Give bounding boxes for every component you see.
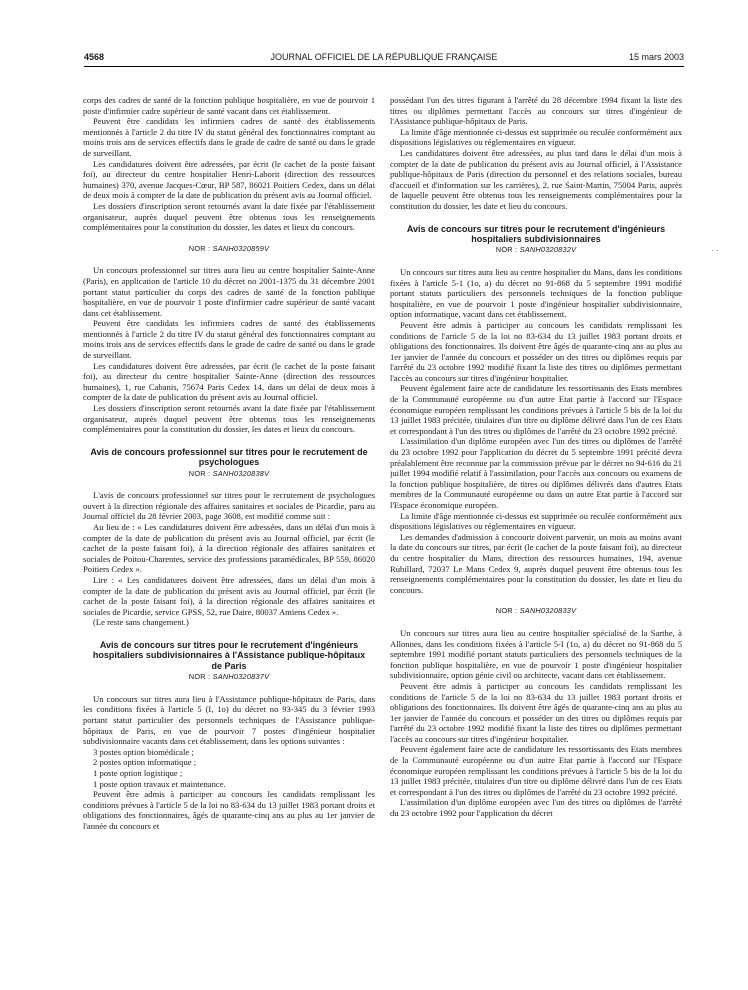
nor-label: NOR : xyxy=(188,243,211,253)
paragraph: L'avis de concours professionnel sur titres pour le recrutement de psychologues ouvert à la direction régionale des affaires sanitaires et sociales de Picardie, paru au Journal officiel du 28 février 2003, page 3608, est modifié comme suit : xyxy=(83,490,375,522)
section-heading: Avis de concours sur titres pour le recrutement d'ingénieurs hospitaliers subdivisionnaires xyxy=(406,223,666,244)
list-item: 2 postes option informatique ; xyxy=(93,757,197,768)
paragraph: Les candidatures doivent être adressées, au plus tard dans le délai d'un mois à compter de la date de publication du présent avis au Journal officiel, à l'Assistance publique-hôpitaux de Paris (direction du personnel et des relations sociales, bureau d'accueil et d'information sur les carrières), 2, rue Saint-Martin, 75004 Paris, auprès de laquelle peuvent être obtenus tous les renseignements complémentaires pour la constitution du dossier, les date et lieu du concours. xyxy=(390,147,682,211)
left-column xyxy=(83,95,375,985)
paragraph: Un concours sur titres aura lieu au centre hospitalier du Mans, dans les conditions fixées à l'article 5-1 (1o, a) du décret no 91-868 du 5 septembre 1991 modifié portant statuts particuliers des personnels techniques de la fonction publique hospitalière, en vue de pourvoir 1 poste d'ingénieur hospitalier subdivisionnaire, option informatique, vacant dans cet établissement. xyxy=(390,266,682,320)
paragraph: Un concours sur titres aura lieu à l'Assistance publique-hôpitaux de Paris, dans les conditions fixées à l'article 5 (I, 1o) du décret no 93-345 du 3 février 1993 portant statut particulier des personnels techniques de l'Assistance publique-hôpitaux de Paris, en vue de pourvoir 7 postes d'ingénieur hospitalier subdivisionnaire vacants dans cet établissement, dans les options suivantes : xyxy=(83,693,375,747)
nor-code: SANH0320833V xyxy=(519,606,577,616)
nor-code: SANH0320859V xyxy=(212,243,270,253)
nor-code: SANH0320838V xyxy=(212,468,270,478)
paragraph: Un concours sur titres aura lieu au centre hospitalier spécialisé de la Sarthe, à Allonnes, dans les conditions fixées à l'article 5-I (1o, a) du décret no 91-868 du 5 septembre 1991 modifié portant statuts particuliers des personnels techniques de la fonction publique hospitalière, en vue de pourvoir 1 poste d'ingénieur hospitalier subdivisionnaire, option génie civil ou architecte, vacant dans cet établissement. xyxy=(390,627,682,681)
paragraph: Peuvent également faire acte de candidature les ressortissants des Etats membres de la Communauté européenne ou d'un autre Etat partie à l'accord sur l'Espace économique européen remplissant les conditions prévues à l'article 5 bis de la loi du 13 juillet 1983 précitée, titulaires d'un titre ou diplôme délivré dans l'un de ces Etats et correspondant à l'un des titres ou diplômes de l'arrêté du 23 octobre 1992 précité. xyxy=(390,744,682,797)
paragraph: Lire : « Les candidatures doivent être adressées, dans un délai d'un mois à compter de la date de publication du présent avis au Journal officiel, par écrit (le cachet de la poste faisant foi), à la direction régionale des affaires sanitaires et sociales de Picardie, service GPSS, 52, rue Daire, 80037 Amiens Cedex ». xyxy=(83,574,375,617)
nor-reference xyxy=(83,469,375,480)
paragraph: Peuvent également faire acte de candidature les ressortissants des Etats membres de la Communauté européenne ou d'un autre Etat partie à l'accord sur l'Espace économique européen remplissant les conditions prévues à l'article 5 bis de la loi du 13 juillet 1983 précitée, titulaires d'un titre ou diplôme délivré dans l'un de ces Etats et correspondant à l'un des titres ou diplômes de l'arrêté du 23 octobre 1992 précité. xyxy=(390,383,682,436)
paragraph: La limite d'âge mentionnée ci-dessus est supprimée ou reculée conformément aux dispositions législatives ou réglementaires en vigueur. xyxy=(390,510,682,532)
paragraph: Au lieu de : « Les candidatures doivent être adressées, dans un délai d'un mois à compter de la date de publication du présent avis au Journal officiel, par écrit (le cachet de la poste faisant foi), à la direction régionale des affaires sanitaires et sociales de Poitou-Charentes, service des professions paramédicales, BP 559, 86020 Poitiers Cedex ». xyxy=(83,522,375,575)
page-number: 4568 xyxy=(84,52,105,62)
nor-reference xyxy=(390,245,682,256)
paragraph: Peuvent être admis à participer au concours les candidats remplissant les conditions de l'article 5 de la loi no 83-634 du 13 juillet 1983 portant droits et obligations des fonctionnaires. Ils doivent être âgés de quarante-cinq ans au plus au 1er janvier de l'année du concours et posséder un des titres ou diplômes requis par l'arrêté du 23 octobre 1992 modifié fixant la liste des titres ou diplômes permettant l'accès au concours sur titres d'ingénieur hospitalier. xyxy=(390,319,682,383)
nor-label: NOR : xyxy=(495,606,518,616)
paragraph: corps des cadres de santé de la fonction publique hospitalière, en vue de pourvoir 1 poste d'infirmier cadre supérieur de santé vacant dans cet établissement. xyxy=(83,95,375,116)
nor-reference xyxy=(390,606,682,617)
nor-reference xyxy=(83,244,375,255)
journal-title: JOURNAL OFFICIEL DE LA RÉPUBLIQUE FRANÇAISE xyxy=(270,52,498,62)
list-item: 1 poste option logistique ; xyxy=(93,767,183,778)
paragraph: Les dossiers d'inscription seront retournés avant la date fixée par l'établissement organisateur, auprès duquel peuvent être obtenus tous les renseignements complémentaires pour la constitution du dossier, les dates et lieux du concours. xyxy=(83,403,375,435)
paragraph: Peuvent être candidats les infirmiers cadres de santé des établissements mentionnés à l'article 2 du titre IV du statut général des fonctionnaires comptant au moins trois ans de services effectifs dans le grade de cadre de santé ou dans le grade de surveillant. xyxy=(83,318,375,361)
list-item: 3 postes option biomédicale ; xyxy=(93,746,194,757)
list-item: 1 poste option travaux et maintenance. xyxy=(93,778,226,789)
nor-code: SANH0320837V xyxy=(212,672,270,682)
paragraph: Peuvent être admis à participer au concours les candidats remplissant les conditions de l'article 5 de la loi no 83-634 du 13 juillet 1983 portant droits et obligations des fonctionnaires. Ils doivent être âgés de quarante-cinq ans au plus au 1er janvier de l'année du concours et posséder un des titres ou diplômes requis par l'arrêté du 23 octobre 1992 modifié fixant la liste des titres ou diplômes permettant l'accès au concours sur titres d'ingénieur hospitalier. xyxy=(390,680,682,744)
nor-reference xyxy=(83,672,375,683)
section-heading: Avis de concours professionnel sur titres pour le recrutement de psychologues xyxy=(90,446,368,468)
nor-label: NOR : xyxy=(188,672,211,682)
paragraph: (Le reste sans changement.) xyxy=(93,617,189,628)
paragraph: Un concours professionnel sur titres aura lieu au centre hospitalier Sainte-Anne (Paris), en application de l'article 10 du décret no 2001-1375 du 31 décembre 2001 portant statut particulier du corps des cadres de santé de la fonction publique hospitalière, en vue de pourvoir 1 poste d'infirmier cadre supérieur de santé vacant dans cet établissement. xyxy=(83,265,375,318)
nor-label: NOR : xyxy=(495,245,518,255)
paragraph: possédant l'un des titres figurant à l'arrêté du 28 décembre 1994 fixant la liste des titres ou diplômes permettant l'accès au concours sur titres d'ingénieur de l'Assistance publique-hôpitaux de Paris. xyxy=(390,95,682,127)
paragraph: Les demandes d'admission à concourir doivent parvenir, un mois au moins avant la date du concours sur titres, par écrit (le cachet de la poste faisant foi), au directeur du centre hospitalier du Mans, direction des ressources humaines, 194, avenue Rubillard, 72037 Le Mans Cedex 9, auprès duquel peuvent être obtenus tous les renseignements complémentaires pour la constitution du dossier, les date et lieu du concours. xyxy=(390,531,682,595)
paragraph: La limite d'âge mentionnée ci-dessus est supprimée ou reculée conformément aux dispositions législatives ou réglementaires en vigueur. xyxy=(390,126,682,148)
margin-mark: · · xyxy=(711,246,719,255)
paragraph: Peuvent être admis à participer au concours les candidats remplissant les conditions prévues à l'article 5 de la loi no 83-634 du 13 juillet 1983 portant droits et obligations des fonctionnaires, âgés de quarante-cinq ans au plus au 1er janvier de l'année du concours et xyxy=(83,789,375,831)
paragraph: L'assimilation d'un diplôme européen avec l'un des titres ou diplômes de l'arrêté du 23 octobre 1992 pour l'application du décret du 5 septembre 1991 précité devra préalablement être reconnue par la commission prévue par le décret no 94-616 du 21 juillet 1994 modifié relatif à l'assimilation, pour l'accès aux concours ou examens de la fonction publique hospitalière, de titres ou diplômes délivrés dans d'autres Etats membres de la Communauté européenne ou dans un autre Etat partie à l'accord sur l'Espace économique européen. xyxy=(390,436,682,510)
right-column xyxy=(390,95,682,985)
paragraph: L'assimilation d'un diplôme européen avec l'un des titres ou diplômes de l'arrêté du 23 octobre 1992 pour l'application du décret xyxy=(390,797,682,819)
paragraph: Les candidatures doivent être adressées, par écrit (le cachet de la poste faisant foi), au directeur du centre hospitalier Sainte-Anne (direction des ressources humaines), 1, rue Cabanis, 75674 Paris Cedex 14, dans un délai de deux mois à compter de la date de publication du présent avis au Journal officiel. xyxy=(83,360,375,403)
paragraph: Les dossiers d'inscription seront retournés avant la date fixée par l'établissement organisateur, auprès duquel peuvent être obtenus tous les renseignements complémentaires pour la constitution du dossier, les dates et lieux du concours. xyxy=(83,200,375,233)
paragraph: Peuvent être candidats les infirmiers cadres de santé des établissements mentionnés à l'article 2 du titre IV du statut général des fonctionnaires comptant au moins trois ans de services effectifs dans le grade de cadre de santé ou dans le grade de surveillant. xyxy=(83,116,375,158)
section-heading: Avis de concours sur titres pour le recrutement d'ingénieurs hospitaliers subdivisionnaires à l'Assistance publique-hôpitaux de Paris xyxy=(92,639,366,671)
nor-code: SANH0320832V xyxy=(519,245,577,255)
page-header xyxy=(84,48,684,67)
nor-label: NOR : xyxy=(188,468,211,478)
publication-date: 15 mars 2003 xyxy=(628,52,684,62)
paragraph: Les candidatures doivent être adressées, par écrit (le cachet de la poste faisant foi), au directeur du centre hospitalier Henri-Laborit (direction des ressources humaines) 370, avenue Jacques-Cœur, BP 587, 86021 Poitiers Cedex, dans un délai de deux mois à compter de la date de publication du présent avis au Journal officiel. xyxy=(83,158,375,201)
